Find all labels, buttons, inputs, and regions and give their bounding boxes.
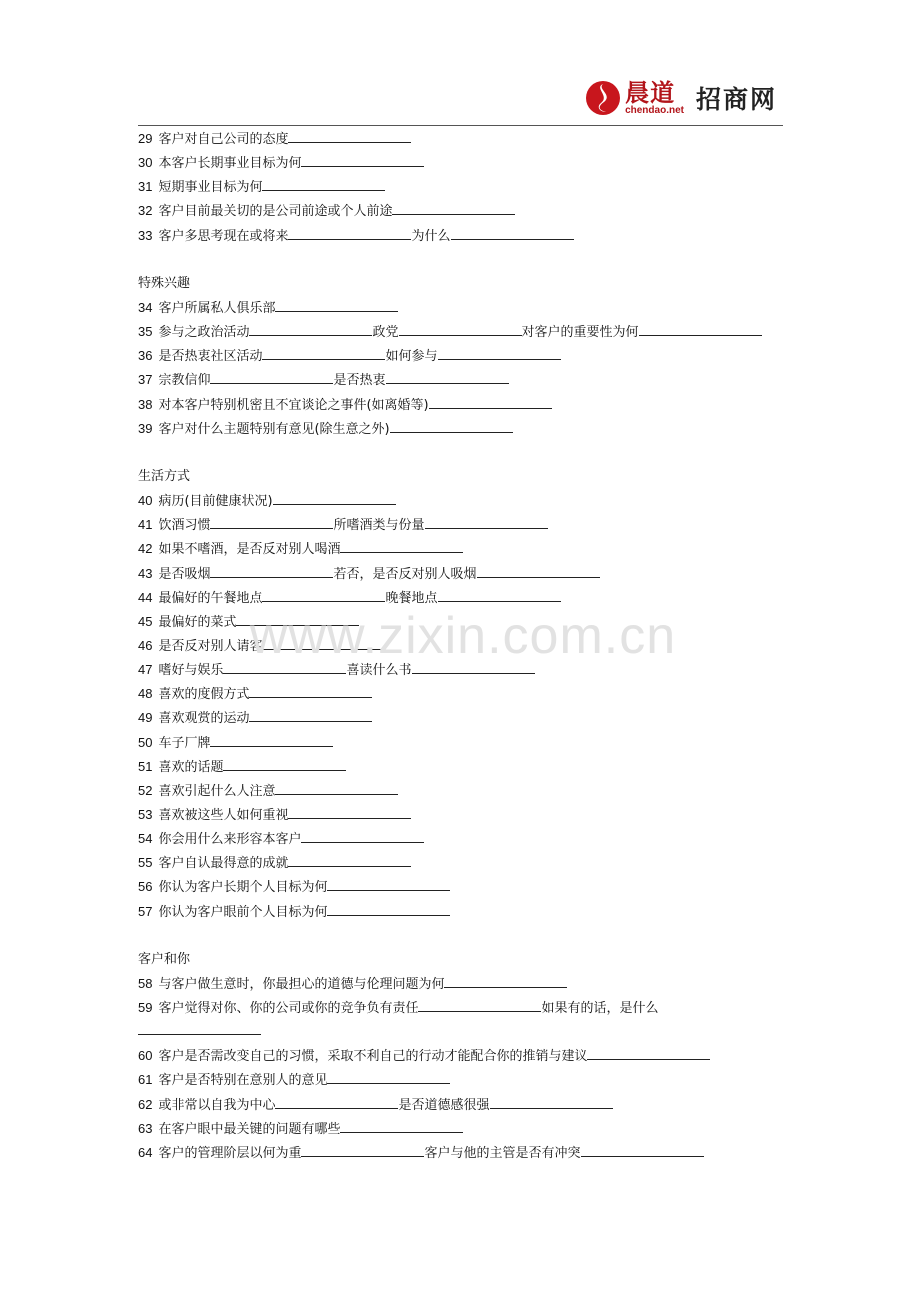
watermark: www.zixin.com.cn: [249, 607, 677, 665]
answer-blank[interactable]: [262, 347, 385, 360]
question-text: 喜欢的话题: [158, 759, 224, 775]
question-number: 33: [138, 227, 153, 243]
answer-blank[interactable]: [587, 1047, 710, 1060]
answer-blank[interactable]: [327, 878, 450, 891]
question-row: [138, 151, 798, 175]
answer-blank[interactable]: [249, 709, 372, 722]
question-text: 本客户长期事业目标为何: [158, 156, 302, 172]
question-number: 60: [138, 1048, 153, 1064]
question-number: 58: [138, 975, 153, 991]
question-number: 63: [138, 1120, 153, 1136]
question-text: 是否热衷社区活动: [158, 349, 263, 365]
answer-blank[interactable]: [451, 227, 574, 240]
question-row: [138, 586, 798, 610]
answer-blank[interactable]: [327, 1071, 450, 1084]
question-text: 饮酒习惯: [158, 518, 211, 534]
question-number: 29: [138, 131, 153, 146]
question-text: 或非常以自我为中心: [158, 1097, 276, 1113]
question-row: [138, 803, 798, 827]
question-row: [138, 610, 798, 634]
question-row: [138, 875, 798, 899]
question-number: 56: [138, 879, 153, 895]
answer-blank[interactable]: [425, 516, 548, 529]
question-row: [138, 417, 798, 441]
question-text: 你会用什么来形容本客户: [158, 832, 302, 848]
question-number: 54: [138, 831, 153, 847]
question-text: 客户与他的主管是否有冲突: [424, 1145, 581, 1161]
question-text: 客户对什么主题特别有意见(除生意之外): [158, 421, 390, 437]
question-text: 如果有的话，是什么: [541, 1001, 659, 1017]
answer-blank[interactable]: [288, 227, 411, 240]
answer-blank[interactable]: [429, 396, 552, 409]
question-text: 喜欢引起什么人注意: [158, 783, 276, 799]
brand-tagline: 招商网: [695, 85, 777, 114]
question-number: 52: [138, 782, 153, 798]
answer-blank[interactable]: [273, 492, 396, 505]
answer-blank[interactable]: [639, 323, 762, 336]
question-number: 37: [138, 372, 153, 388]
question-row: [138, 1020, 798, 1044]
question-text: 所嗜酒类与份量: [333, 518, 425, 534]
question-text: 喜欢的度假方式: [158, 687, 250, 703]
question-text: 客户是否需改变自己的习惯，采取不利自己的行动才能配合你的推销与建议: [158, 1049, 588, 1065]
answer-blank[interactable]: [262, 637, 385, 650]
question-number: 42: [138, 541, 153, 557]
question-number: 61: [138, 1072, 153, 1088]
question-text: 是否吸烟: [158, 566, 211, 582]
question-text: 客户自认最得意的成就: [158, 856, 289, 872]
answer-blank[interactable]: [210, 516, 333, 529]
question-number: 34: [138, 299, 153, 315]
question-text: 喜读什么书: [346, 663, 412, 679]
answer-blank[interactable]: [444, 975, 567, 988]
question-row: [138, 755, 798, 779]
brand-domain: chendao.net: [625, 104, 684, 116]
question-number: 45: [138, 613, 153, 629]
answer-blank[interactable]: [418, 999, 541, 1012]
answer-blank[interactable]: [249, 323, 372, 336]
question-text: 对本客户特别机密且不宜谈论之事件(如离婚等): [158, 397, 429, 413]
answer-blank[interactable]: [340, 1120, 463, 1133]
question-text: 客户觉得对你、你的公司或你的竞争负有责任: [158, 1001, 419, 1017]
question-number: 51: [138, 758, 153, 774]
question-text: 客户的管理阶层以何为重: [158, 1145, 302, 1161]
question-row: [138, 1068, 798, 1092]
question-row: [138, 513, 798, 537]
answer-blank[interactable]: [581, 1144, 704, 1157]
answer-blank[interactable]: [275, 782, 398, 795]
answer-blank[interactable]: [262, 589, 385, 602]
question-text: 客户对自己公司的态度: [158, 132, 289, 147]
answer-blank[interactable]: [236, 613, 359, 626]
brand-swirl-icon: [584, 79, 622, 117]
question-text: 是否反对别人请客: [158, 638, 263, 654]
section-title: 客户和你: [138, 951, 191, 967]
question-text: 是否热衷: [333, 373, 386, 389]
question-text: 客户目前最关切的是公司前途或个人前途: [158, 204, 393, 220]
question-row: [138, 344, 798, 368]
question-text: 为什么: [411, 228, 451, 244]
question-text: 嗜好与娱乐: [158, 663, 224, 679]
answer-blank[interactable]: [340, 540, 463, 553]
question-row: [138, 320, 798, 344]
answer-blank[interactable]: [275, 299, 398, 312]
question-row: [138, 537, 798, 561]
answer-blank[interactable]: [477, 565, 600, 578]
question-number: 59: [138, 1000, 153, 1016]
question-number: 36: [138, 348, 153, 364]
question-number: 48: [138, 686, 153, 702]
question-number: 49: [138, 710, 153, 726]
section-title: 生活方式: [138, 468, 191, 484]
question-number: 30: [138, 155, 153, 171]
question-number: 38: [138, 396, 153, 412]
question-text: 喜欢观赏的运动: [158, 711, 250, 727]
answer-blank[interactable]: [438, 589, 561, 602]
question-row: [138, 368, 798, 392]
answer-blank[interactable]: [301, 1144, 424, 1157]
question-row: [138, 127, 798, 151]
question-number: 44: [138, 589, 153, 605]
question-number: 64: [138, 1144, 153, 1160]
question-text: 对客户的重要性为何: [521, 325, 639, 341]
question-text: 最偏好的午餐地点: [158, 590, 263, 606]
question-text: 参与之政治活动: [158, 325, 250, 341]
brand-logo[interactable]: [584, 74, 777, 122]
question-text: 如果不嗜酒，是否反对别人喝酒: [158, 542, 341, 558]
answer-blank[interactable]: [210, 734, 333, 747]
question-number: 55: [138, 855, 153, 871]
brand-name: [625, 77, 684, 116]
answer-blank[interactable]: [438, 347, 561, 360]
question-row: [138, 175, 798, 199]
question-text: 如何参与: [385, 349, 438, 365]
answer-blank[interactable]: [288, 806, 411, 819]
section-gap: [138, 924, 798, 948]
answer-blank[interactable]: [210, 565, 333, 578]
answer-blank[interactable]: [399, 323, 522, 336]
question-text: 你认为客户眼前个人目标为何: [158, 904, 328, 920]
question-text: 晚餐地点: [385, 590, 438, 606]
question-row: [138, 1117, 798, 1141]
question-text: 客户是否特别在意别人的意见: [158, 1073, 328, 1089]
questionnaire: [138, 127, 798, 1165]
answer-blank[interactable]: [390, 420, 513, 433]
question-number: 46: [138, 637, 153, 653]
question-number: 31: [138, 179, 153, 195]
question-text: 与客户做生意时，你最担心的道德与伦理问题为何: [158, 976, 445, 992]
question-row: [138, 706, 798, 730]
question-number: 41: [138, 517, 153, 533]
answer-blank[interactable]: [262, 178, 385, 191]
answer-blank[interactable]: [301, 830, 424, 843]
question-text: 病历(目前健康状况): [158, 494, 273, 510]
question-text: 最偏好的菜式: [158, 614, 237, 630]
question-row: [138, 972, 798, 996]
answer-blank[interactable]: [392, 202, 515, 215]
question-row: [138, 296, 798, 320]
question-text: 车子厂牌: [158, 735, 211, 751]
question-row: [138, 827, 798, 851]
brand-cn: 晨道: [625, 77, 676, 107]
question-number: 62: [138, 1096, 153, 1112]
question-text: 客户所属私人俱乐部: [158, 300, 276, 316]
question-row: [138, 1093, 798, 1117]
question-row: [138, 634, 798, 658]
question-row: [138, 224, 798, 248]
answer-blank[interactable]: [412, 661, 535, 674]
question-row: [138, 996, 798, 1020]
question-number: 50: [138, 734, 153, 750]
answer-blank[interactable]: [223, 661, 346, 674]
question-row: [138, 489, 798, 513]
question-number: 32: [138, 203, 153, 219]
answer-blank[interactable]: [138, 1022, 261, 1035]
question-row: [138, 851, 798, 875]
answer-blank[interactable]: [275, 1096, 398, 1109]
question-text: 在客户眼中最关键的问题有哪些: [158, 1121, 341, 1137]
answer-blank[interactable]: [490, 1096, 613, 1109]
question-number: 57: [138, 903, 153, 919]
question-row: [138, 1141, 798, 1165]
section-gap: [138, 441, 798, 465]
answer-blank[interactable]: [386, 371, 509, 384]
question-number: 40: [138, 493, 153, 509]
question-text: 喜欢被这些人如何重视: [158, 807, 289, 823]
question-row: [138, 658, 798, 682]
question-number: 35: [138, 324, 153, 340]
answer-blank[interactable]: [210, 371, 333, 384]
question-number: 43: [138, 565, 153, 581]
question-number: 39: [138, 420, 153, 436]
answer-blank[interactable]: [288, 130, 411, 143]
question-number: 47: [138, 662, 153, 678]
question-text: 是否道德感很强: [398, 1097, 490, 1113]
answer-blank[interactable]: [288, 854, 411, 867]
answer-blank[interactable]: [301, 154, 424, 167]
header-divider: [138, 125, 783, 126]
question-row: [138, 682, 798, 706]
answer-blank[interactable]: [249, 685, 372, 698]
section-title: 特殊兴趣: [138, 275, 191, 291]
question-text: 客户多思考现在或将来: [158, 228, 289, 244]
question-text: 宗教信仰: [158, 373, 211, 389]
question-row: [138, 900, 798, 924]
answer-blank[interactable]: [223, 758, 346, 771]
question-row: [138, 393, 798, 417]
answer-blank[interactable]: [327, 903, 450, 916]
question-number: 53: [138, 806, 153, 822]
question-text: 政党: [372, 325, 399, 341]
question-text: 短期事业目标为何: [158, 180, 263, 196]
question-row: [138, 199, 798, 223]
question-row: [138, 562, 798, 586]
question-row: [138, 779, 798, 803]
question-row: [138, 731, 798, 755]
page-header: [138, 66, 783, 126]
section-gap: [138, 248, 798, 272]
question-text: 你认为客户长期个人目标为何: [158, 880, 328, 896]
question-text: 若否，是否反对别人吸烟: [333, 566, 477, 582]
question-row: [138, 1044, 798, 1068]
